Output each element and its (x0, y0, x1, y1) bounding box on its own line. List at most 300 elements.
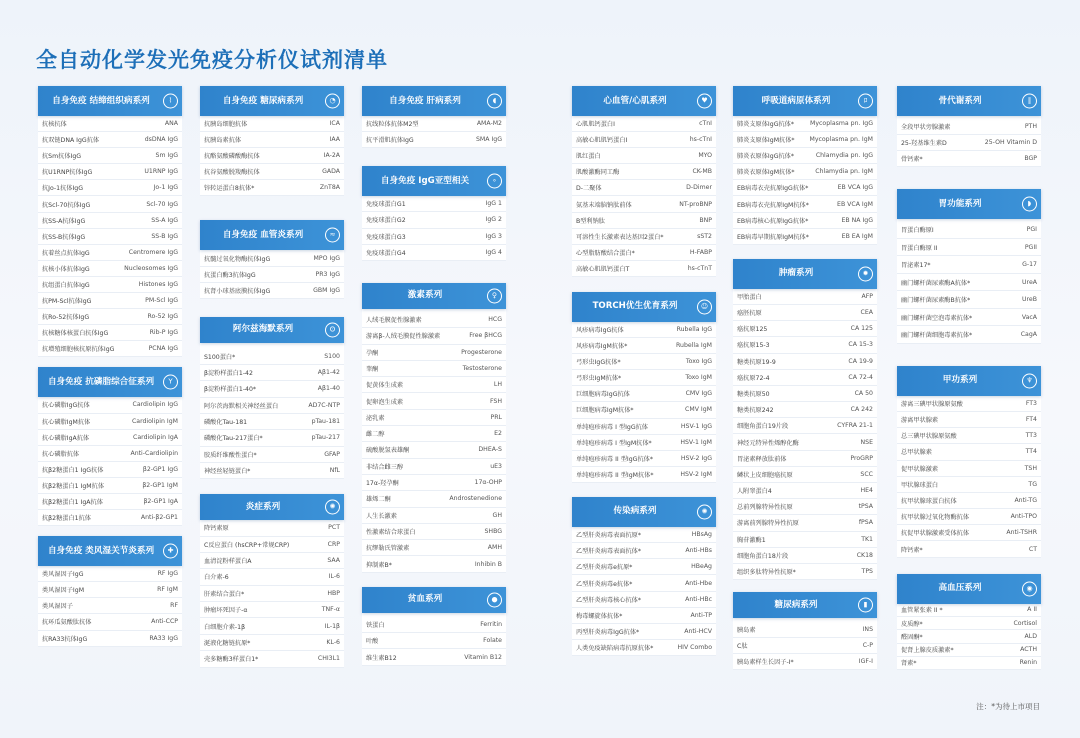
reagent-code: SMA IgG (475, 136, 502, 144)
reagent-code: Anti-Cardiolipin (130, 449, 178, 457)
reagent-name: 胃泌素17* (901, 262, 931, 270)
reagent-row (572, 180, 716, 196)
uterus-icon: ♀ (487, 288, 502, 303)
reagent-row (38, 414, 182, 430)
reagent-row (200, 651, 344, 667)
reagent-row (362, 393, 506, 409)
reagent-name: 抗线粒体抗体M2型 (366, 121, 419, 129)
reagent-name: 胰岛素 (737, 627, 756, 635)
reagent-name: B型利钠肽 (576, 217, 605, 225)
reagent-code: BNP (699, 216, 712, 224)
reagent-name: 风疹病毒IgM抗体* (576, 343, 628, 351)
reagent-row (572, 402, 716, 418)
reagent-code: CA 15-3 (848, 341, 873, 349)
reagent-code: Anti-CCP (151, 618, 178, 626)
reagent-name: 促卵泡生成素 (366, 398, 404, 406)
column-6 (897, 86, 1041, 680)
reagent-name: 抗Ro-52抗体IgG (42, 314, 90, 322)
category-bone (897, 86, 1041, 167)
reagent-name: EB病毒衣壳抗原IgM抗体* (737, 201, 809, 209)
reagent-name: 血管紧张素 II * (901, 607, 943, 615)
reagent-name: 抗甲状腺过氧化物酶抗体 (901, 514, 970, 522)
reagent-code: sST2 (697, 232, 712, 240)
reagent-code: Mycoplasma pn. IgG (810, 120, 873, 128)
reagent-row (733, 305, 877, 321)
reagent-name: 弓形虫IgG抗体* (576, 359, 621, 367)
reagent-row (733, 418, 877, 434)
reagent-row (733, 515, 877, 531)
reagent-name: 幽门螺杆菌细胞毒素抗体* (901, 332, 973, 340)
reagent-name: 抗心磷脂IgM抗体 (42, 418, 91, 426)
reagent-name: 单纯疱疹病毒 II 型IgG抗体* (576, 455, 653, 463)
reagent-code: Toxo IgM (685, 374, 712, 382)
reagent-row (897, 274, 1041, 292)
reagent-row (572, 624, 716, 640)
reagent-name: 抗核糖体核蛋白抗体IgG (42, 330, 109, 338)
category-title: 呼吸道病原体系列 (761, 95, 831, 106)
reagent-code: PCNA IgG (148, 345, 178, 353)
reagent-row (38, 510, 182, 526)
reagent-name: 抗PM-Scl抗体IgG (42, 298, 92, 306)
category-title: 自身免疫 IgG亚型相关 (380, 175, 470, 186)
reagent-row (38, 164, 182, 180)
reagent-code: TPS (861, 568, 873, 576)
reagent-name: 抗Sm抗体IgG (42, 153, 82, 161)
reagent-code: ANA (164, 120, 178, 128)
reagent-name: 抗心磷脂抗体 (42, 450, 80, 458)
category-antiphospholipid (38, 367, 182, 526)
cake-icon: ◔ (325, 94, 340, 109)
reagent-code: Anti-TPO (1010, 513, 1037, 521)
joint-icon: ✚ (163, 544, 178, 559)
reagent-name: 磷酸化Tau-217蛋白* (204, 435, 263, 443)
reagent-name: 糖类抗原50 (737, 390, 770, 398)
reagent-code: Anti-TP (690, 611, 712, 619)
reagent-name: 高敏心肌肌钙蛋白I (576, 137, 628, 145)
reagent-code: GH (492, 511, 502, 519)
reagent-code: ACTH (1020, 646, 1037, 654)
reagent-row (38, 148, 182, 164)
reagent-row (572, 164, 716, 180)
reagent-code: IgG 1 (485, 200, 502, 208)
reagent-code: HSV-1 IgM (680, 438, 712, 446)
reagent-name: 叶酸 (366, 638, 379, 646)
reagent-code: EB NA IgG (841, 216, 873, 224)
reagent-name: 乙型肝炎病毒表面抗体* (576, 548, 641, 556)
reagent-name: 抗谷氨酸脱羧酶抗体 (204, 169, 260, 177)
reagent-row (897, 256, 1041, 274)
category-inflammation (200, 494, 344, 668)
reagent-row (38, 229, 182, 245)
reagent-name: 降钙素原 (204, 525, 229, 533)
reagent-row (572, 132, 716, 148)
reagent-row (733, 132, 877, 148)
reagent-code: RF IgM (157, 586, 178, 594)
virus-icon: ✺ (325, 500, 340, 515)
reagent-row (733, 321, 877, 337)
reagent-row (897, 412, 1041, 428)
category-infectious (572, 497, 716, 657)
reagent-list (200, 343, 344, 479)
category-respiratory (733, 86, 877, 245)
reagent-code: Anti-TSHR (1006, 529, 1037, 537)
reagent-name: 抗髓过氧化物酶抗体IgG (204, 255, 271, 263)
reagent-name: 皮质醇* (901, 620, 923, 628)
reagent-code: CMV IgM (685, 406, 712, 414)
reagent-row (572, 322, 716, 338)
reagent-name: 抗胰岛细胞抗体 (204, 121, 248, 129)
reagent-list (897, 396, 1041, 558)
reagent-row (733, 548, 877, 564)
reagent-row (572, 261, 716, 277)
reagent-name: 抗平滑肌抗体IgG (366, 137, 414, 145)
reagent-name: 抗组蛋白抗体IgG (42, 281, 90, 289)
lungs-icon: ﾛ (858, 94, 873, 109)
reagent-code: UreB (1022, 296, 1037, 304)
reagent-row (200, 520, 344, 536)
reagent-name: 雄烯二酮 (366, 496, 391, 504)
reagent-name: 性激素结合球蛋白 (366, 528, 416, 536)
reagent-name: 睾酮 (366, 365, 379, 373)
reagent-name: 免疫球蛋白G4 (366, 249, 406, 257)
reagent-code: PM-Scl IgG (145, 297, 178, 305)
reagent-code: Ro-52 IgG (147, 313, 178, 321)
reagent-code: IgG 2 (485, 216, 502, 224)
reagent-row (38, 430, 182, 446)
reagent-name: 抗Scl-70抗体IgG (42, 201, 91, 209)
reagent-code: Anti-HBs (685, 547, 712, 555)
reagent-row (733, 386, 877, 402)
reagent-name: 抗β2糖蛋白1 IgA抗体 (42, 499, 103, 507)
reagent-name: 类风湿因子IgM (42, 587, 85, 595)
category-thyroid (897, 366, 1041, 558)
reagent-code: MYO (698, 152, 712, 160)
reagent-name: 游离前列腺特异性抗原 (737, 520, 799, 528)
category-title: 传染病系列 (613, 506, 657, 517)
bone-icon: ∥ (1022, 94, 1037, 109)
reagent-code: pTau-181 (311, 418, 340, 426)
reagent-list (897, 116, 1041, 167)
reagent-row (572, 196, 716, 212)
reagent-name: 癌抗原125 (737, 326, 768, 334)
reagent-row (897, 541, 1041, 557)
reagent-name: 降钙素* (901, 546, 923, 554)
reagent-code: CK-MB (692, 168, 712, 176)
reagent-code: dsDNA IgG (144, 136, 178, 144)
reagent-name: 抗环瓜氨酸肽抗体 (42, 619, 92, 627)
reagent-name: 抗β2糖蛋白1 IgM抗体 (42, 482, 105, 490)
reagent-row (362, 459, 506, 475)
reagent-row (572, 148, 716, 164)
reagent-name: 巨细胞病毒IgG抗体 (576, 391, 630, 399)
reagent-list (200, 116, 344, 196)
reagent-name: 游离β-人绒毛膜促性腺激素 (366, 333, 441, 341)
reagent-name: 甲状腺球蛋白 (901, 481, 939, 489)
reagent-row (572, 543, 716, 559)
reagent-name: 肝素结合蛋白* (204, 590, 245, 598)
reagent-code: Rib-P IgG (149, 329, 178, 337)
reagent-name: 抗蛋白酶3抗体IgG (204, 271, 256, 279)
category-diabetes-autoimmune (200, 86, 344, 196)
reagent-row (733, 116, 877, 132)
reagent-name: 泌乳素 (366, 414, 385, 422)
reagent-code: Toxo IgG (685, 358, 712, 366)
reagent-row (572, 338, 716, 354)
reagent-code: PTH (1024, 123, 1037, 131)
reagent-code: CA 72-4 (848, 373, 873, 381)
reagent-code: RF (170, 602, 178, 610)
category-tumor (733, 259, 877, 580)
reagent-code: SHBG (484, 527, 502, 535)
reagent-row (572, 435, 716, 451)
category-anemia (362, 587, 506, 666)
category-title: 自身免疫 肝病系列 (389, 95, 461, 106)
reagent-name: 抗甲状腺球蛋白抗体 (901, 498, 957, 505)
reagent-code: HCG (488, 316, 502, 324)
reagent-code: HSV-2 IgG (680, 454, 712, 462)
reagent-name: 抗酪氨酸磷酸酶抗体 (204, 153, 260, 161)
reagent-row (38, 478, 182, 494)
reagent-code: Anti-HCV (684, 628, 712, 636)
reagent-name: 全段甲状旁腺激素 (901, 124, 951, 132)
reagent-name: 胰岛素样生长因子-I* (737, 659, 794, 667)
reagent-row (38, 261, 182, 277)
reagent-name: 氨基末端脑钠肽前体 (576, 201, 632, 209)
reagent-row (200, 116, 344, 132)
category-stomach (897, 189, 1041, 344)
reagent-code: D-Dimer (686, 184, 712, 192)
reagent-code: HSV-2 IgM (680, 470, 712, 478)
reagent-row (200, 365, 344, 381)
reagent-name: β淀粉样蛋白1-42 (204, 370, 253, 378)
reagent-name: 骨钙素* (901, 156, 923, 164)
reagent-name: 抗着丝点抗体IgG (42, 249, 90, 257)
reagent-row (733, 213, 877, 229)
reagent-name: 25-羟基维生素D (901, 140, 947, 148)
reagent-code: ProGRP (850, 454, 873, 462)
vessel-icon: ≈ (325, 228, 340, 243)
reagent-name: 肺炎衣原体IgM抗体* (737, 169, 795, 177)
reagent-code: CMV IgG (685, 390, 712, 398)
reagent-code: E2 (494, 430, 502, 438)
reagent-code: AFP (861, 292, 873, 300)
reagent-name: 白介素-6 (204, 574, 229, 582)
antibody-icon: Y (163, 375, 178, 390)
reagent-code: HSV-1 IgG (680, 422, 712, 430)
reagent-name: 胶质纤维酸性蛋白* (204, 451, 257, 459)
reagent-name: 抗SS-B抗体IgG (42, 233, 86, 241)
reagent-row (572, 608, 716, 624)
reagent-row (362, 649, 506, 665)
virus-icon: ✺ (697, 504, 712, 519)
reagent-code: Progesterone (461, 348, 502, 356)
reagent-row (897, 428, 1041, 444)
reagent-row (200, 447, 344, 463)
reagent-name: 铁蛋白 (366, 621, 385, 629)
category-title: 阿尔兹海默系列 (232, 324, 294, 335)
reagent-code: hs-cTnT (687, 264, 712, 272)
reagent-name: 胃蛋白酶原I (901, 227, 934, 235)
reagent-name: 丙型肝炎病毒IgG抗体* (576, 629, 640, 637)
reagent-name: 免疫球蛋白G1 (366, 201, 406, 209)
reagent-name: 心型脂肪酸结合蛋白* (576, 249, 635, 257)
reagent-row (733, 229, 877, 245)
reagent-code: FT4 (1025, 416, 1037, 424)
reagent-code: GFAP (324, 450, 340, 458)
reagent-row (733, 532, 877, 548)
reagent-code: DHEA-S (478, 446, 502, 454)
reagent-list (38, 116, 182, 357)
reagent-code: HBeAg (691, 563, 712, 571)
reagent-row (38, 309, 182, 325)
column-1 (38, 86, 182, 657)
reagent-name: 神经元特异性烯醇化酶 (737, 439, 799, 447)
reagent-name: 肌酸激酶同工酶 (576, 169, 620, 177)
reagent-name: 肿瘤坏死因子-α (204, 607, 248, 615)
reagent-row (362, 312, 506, 328)
reagent-code: GADA (322, 168, 340, 176)
reagent-name: 癌抗原15-3 (737, 342, 770, 350)
reagent-row (897, 604, 1041, 617)
reagent-code: TG (1028, 480, 1037, 488)
blood-pressure-icon: ◉ (1022, 581, 1037, 596)
reagent-code: Rubella IgM (676, 342, 712, 350)
reagent-code: SS-B IgG (151, 232, 178, 240)
reagent-code: Aβ1-40 (317, 385, 340, 393)
reagent-row (572, 451, 716, 467)
reagent-row (897, 657, 1041, 670)
reagent-code: CEA (860, 309, 873, 317)
reagent-row (897, 525, 1041, 541)
reagent-code: RF IgG (157, 570, 178, 578)
reagent-name: EB病毒早期抗原IgM抗体* (737, 233, 809, 241)
reagent-row (897, 326, 1041, 344)
reagent-code: Aβ1-42 (317, 369, 340, 377)
reagent-code: LH (493, 381, 502, 389)
reagent-code: TK1 (861, 535, 873, 543)
page-title: 全自动化学发光免疫分析仪试剂清单 (36, 48, 388, 72)
reagent-name: 总前列腺特异性抗原 (737, 504, 793, 512)
reagent-row (38, 446, 182, 462)
reagent-code: CHI3L1 (317, 655, 340, 663)
reagent-code: Jo-1 IgG (153, 184, 178, 192)
category-hormone (362, 283, 506, 573)
reagent-name: 免疫球蛋白G2 (366, 217, 406, 225)
reagent-name: 壳多糖酶3样蛋白1* (204, 656, 259, 664)
reagent-name: 幽门螺杆菌尿素酶A抗体* (901, 279, 971, 287)
reagent-name: 肺炎支原体IgG抗体* (737, 121, 794, 129)
reagent-code: EB EA IgM (841, 232, 873, 240)
reagent-name: 免疫球蛋白G3 (366, 233, 406, 241)
reagent-row (897, 119, 1041, 135)
reagent-name: 维生素B12 (366, 654, 397, 662)
reagent-name: 高敏心肌肌钙蛋白T (576, 265, 630, 273)
reagent-row (572, 592, 716, 608)
reagent-code: ICA (329, 120, 340, 128)
reagent-row (897, 644, 1041, 657)
reagent-row (572, 640, 716, 656)
reagent-code: G-17 (1022, 261, 1037, 269)
reagent-name: 单纯疱疹病毒 I 型IgG抗体 (576, 423, 648, 431)
reagent-code: tPSA (858, 503, 873, 511)
reagent-code: AD7C-NTP (308, 401, 340, 409)
reagent-code: CA 50 (854, 389, 873, 397)
reagent-row (200, 414, 344, 430)
reagent-name: 锌转运蛋白8抗体* (204, 185, 255, 193)
reagent-name: 肌红蛋白 (576, 153, 601, 161)
reagent-name: 心肌肌钙蛋白I (576, 121, 615, 129)
dna-icon: ⌇ (163, 94, 178, 109)
reagent-row (733, 370, 877, 386)
reagent-code: UreA (1022, 278, 1037, 286)
reagent-list (200, 520, 344, 668)
reagent-name: 雌二醇 (366, 431, 385, 439)
reagent-code: SCC (860, 470, 873, 478)
category-title: 骨代谢系列 (938, 95, 982, 106)
reagent-code: C-P (862, 642, 873, 650)
reagent-name: EB病毒衣壳抗原IgG抗体* (737, 185, 809, 193)
reagent-code: NfL (329, 466, 340, 474)
reagent-code: Inhibin B (474, 560, 502, 568)
reagent-name: 抗Jo-1抗体IgG (42, 185, 84, 193)
glucose-meter-icon: ▮ (858, 598, 873, 613)
reagent-code: Centromere IgG (128, 248, 178, 256)
reagent-name: 人附睾蛋白4 (737, 488, 772, 496)
reagent-code: Testosterone (462, 364, 502, 372)
reagent-code: CA 125 (850, 325, 873, 333)
reagent-code: VacA (1021, 313, 1037, 321)
reagent-code: MPO IgG (313, 254, 340, 262)
reagent-code: HE4 (860, 487, 873, 495)
reagent-row (572, 575, 716, 591)
reagent-name: 抗核小体抗体IgG (42, 265, 90, 273)
reagent-row (362, 361, 506, 377)
reagent-name: 乙型肝炎病毒表面抗原* (576, 531, 641, 539)
reagent-name: 抗β2糖蛋白1 IgG抗体 (42, 466, 104, 474)
category-rheumatoid (38, 536, 182, 646)
reagent-code: ALD (1024, 632, 1037, 640)
reagent-list (572, 322, 716, 483)
reagent-list (362, 196, 506, 261)
reagent-code: Folate (483, 637, 502, 645)
blood-drop-icon: ● (487, 592, 502, 607)
reagent-code: PGII (1024, 243, 1037, 251)
reagent-code: Androstenedione (449, 495, 502, 503)
column-3 (362, 86, 506, 676)
reagent-name: 幽门螺杆菌空泡毒素抗体* (901, 314, 973, 322)
reagent-list (733, 618, 877, 670)
reagent-name: 抑制素B* (366, 561, 392, 569)
reagent-code: fPSA (858, 519, 873, 527)
reagent-row (897, 291, 1041, 309)
reagent-code: CA 242 (850, 406, 873, 414)
reagent-code: Rubella IgG (676, 325, 712, 333)
reagent-name: 人类免疫缺陷病毒抗原抗体* (576, 645, 654, 653)
reagent-row (200, 267, 344, 283)
reagent-code: β2-GP1 IgG (142, 465, 178, 473)
reagent-row (897, 461, 1041, 477)
reagent-row (200, 553, 344, 569)
reagent-code: HBsAg (691, 530, 712, 538)
reagent-row (572, 229, 716, 245)
reagent-row (38, 341, 182, 357)
reagent-row (38, 397, 182, 413)
reagent-code: Cortisol (1013, 619, 1037, 627)
reagent-row (38, 293, 182, 309)
reagent-name: 孕酮 (366, 349, 379, 357)
reagent-row (572, 386, 716, 402)
reagent-code: PCT (328, 524, 340, 532)
